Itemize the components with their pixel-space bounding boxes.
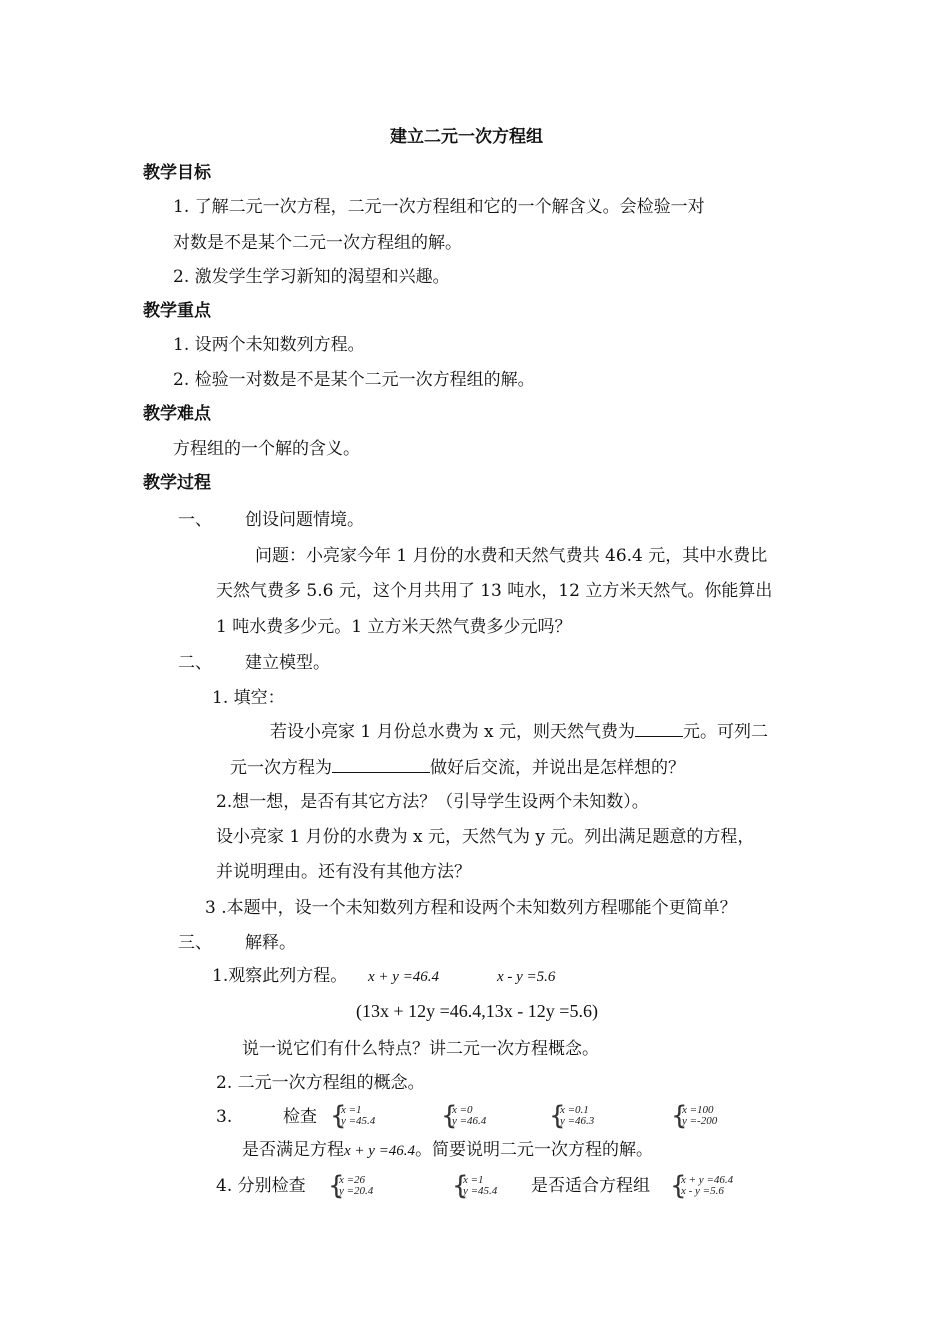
fill-line2 — [230, 756, 685, 779]
system-row: x =1 — [341, 1104, 362, 1116]
check-label: 检查 — [283, 1107, 317, 1127]
system-row: x =0.1 — [560, 1104, 589, 1116]
key-point-2: 2. 检验一对数是不是某个二元一次方程组的解。 — [173, 370, 535, 390]
fill-line2-text-a: 元一次方程为 — [230, 758, 332, 778]
system-row: y =45.4 — [463, 1185, 498, 1197]
part1-number: 一、 — [178, 510, 212, 530]
system-row: y =-200 — [682, 1115, 718, 1127]
fill-line1-text-a: 若设小亮家 1 月份总水费为 x 元，则天然气费为 — [270, 722, 636, 742]
brace-icon: { — [452, 1171, 469, 1201]
part3-number: 三、 — [178, 933, 212, 953]
system-row: y =46.3 — [560, 1115, 595, 1127]
fits-system-text: 是否适合方程组 — [531, 1176, 650, 1196]
brace-icon: { — [441, 1101, 458, 1131]
blank-gas-fee[interactable] — [635, 720, 683, 737]
question-2-line2: 设小亮家 1 月份的水费为 x 元，天然气为 y 元。列出满足题意的方程， — [216, 827, 755, 847]
heading-difficulties: 教学难点 — [143, 404, 211, 424]
satisfy-equation: x + y =46.4 — [344, 1143, 416, 1159]
objective-1-line1: 1. 了解二元一次方程，二元一次方程组和它的一个解含义。会检验一对 — [173, 197, 705, 217]
part2-number: 二、 — [178, 653, 212, 673]
system-row: x - y =5.6 — [681, 1185, 724, 1197]
brace-icon: { — [549, 1101, 566, 1131]
question-2: 2.想一想，是否有其它方法？（引导学生设两个未知数）。 — [216, 792, 649, 812]
check-number: 3. — [216, 1107, 233, 1127]
system-row: x =1 — [463, 1174, 484, 1186]
concept-text: 2. 二元一次方程组的概念。 — [216, 1073, 425, 1093]
satisfy-text-b: 。简要说明二元一次方程的解。 — [415, 1140, 654, 1160]
page-title: 建立二元一次方程组 — [390, 127, 543, 147]
part2-label: 建立模型。 — [245, 653, 330, 673]
problem-line2: 天然气费多 5.6 元，这个月共用了 13 吨水，12 立方米天然气。你能算出 — [216, 581, 773, 601]
system-row: x =26 — [339, 1174, 366, 1186]
fill-line2-text-b: 做好后交流，并说出是怎样想的？ — [430, 758, 685, 778]
heading-key-points: 教学重点 — [143, 301, 211, 321]
question-2-line3: 并说明理由。还有没有其他方法？ — [216, 862, 471, 882]
satisfy-text-a: 是否满足方程 — [242, 1140, 344, 1160]
key-point-1: 1. 设两个未知数列方程。 — [173, 335, 365, 355]
fill-line1-text-b: 元。可列二 — [683, 722, 769, 742]
equation-pair: (13x + 12y =46.4,13x - 12y =5.6) — [356, 1001, 598, 1021]
brace-icon: { — [671, 1101, 688, 1131]
difficulty-text: 方程组的一个解的含义。 — [173, 439, 360, 459]
system-row: y =46.4 — [452, 1115, 487, 1127]
part3-label: 解释。 — [245, 933, 296, 953]
problem-line1: 问题：小亮家今年 1 月份的水费和天然气费共 46.4 元，其中水费比 — [255, 546, 768, 566]
objective-2: 2. 激发学生学习新知的渴望和兴趣。 — [173, 267, 450, 287]
system-row: x =100 — [682, 1104, 714, 1116]
equation-diff: x - y =5.6 — [497, 969, 556, 985]
system-row: x =0 — [452, 1104, 473, 1116]
fill-line1 — [270, 720, 768, 743]
satisfy-line — [242, 1139, 653, 1162]
problem-line3: 1 吨水费多少元。1 立方米天然气费多少元吗？ — [216, 617, 572, 637]
fill-heading: 1. 填空： — [212, 688, 285, 708]
observe-text: 1.观察此列方程。 — [212, 966, 348, 986]
blank-equation[interactable] — [332, 756, 430, 773]
question-3: 3 .本题中，设一个未知数列方程和设两个未知数列方程哪能个更简单？ — [205, 898, 737, 918]
system-row: y =45.4 — [341, 1115, 376, 1127]
objective-1-line2: 对数是不是某个二元一次方程组的解。 — [173, 233, 462, 253]
system-row: y =20.4 — [339, 1185, 374, 1197]
system-row: x + y =46.4 — [681, 1174, 734, 1186]
brace-icon: { — [670, 1171, 687, 1201]
part1-label: 创设问题情境。 — [245, 510, 364, 530]
separate-check-text: 4. 分别检查 — [216, 1176, 306, 1196]
brace-icon: { — [328, 1171, 345, 1201]
brace-icon: { — [330, 1101, 347, 1131]
heading-objectives: 教学目标 — [143, 163, 211, 183]
say-text: 说一说它们有什么特点？讲二元一次方程概念。 — [242, 1039, 599, 1059]
equation-sum: x + y =46.4 — [368, 969, 440, 985]
heading-process: 教学过程 — [143, 473, 211, 493]
